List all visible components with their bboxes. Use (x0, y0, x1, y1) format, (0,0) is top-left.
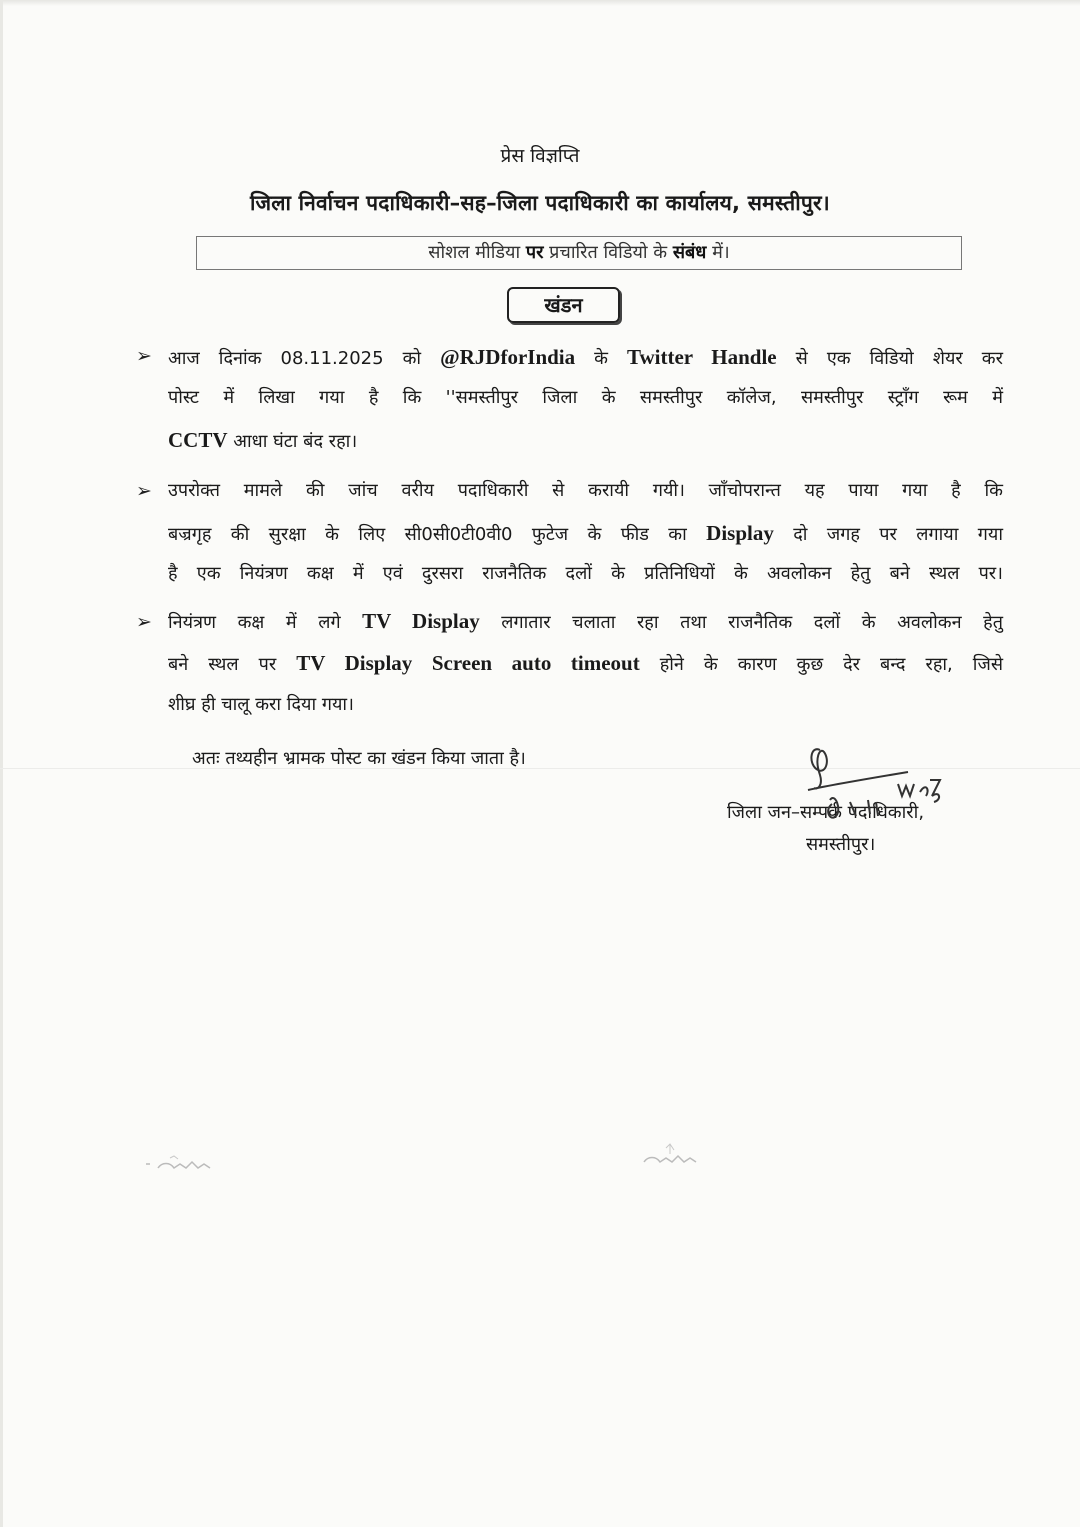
scan-left-edge (0, 0, 3, 1527)
subject-box (196, 236, 962, 270)
text: उपरोक्त मामले की जांच वरीय पदाधिकारी से करायी गयी। जाँचोपरान्त यह पाया गया है कि (168, 480, 1003, 501)
point-2-line-3 (168, 557, 1003, 591)
text: दो जगह पर लगाया गया (773, 524, 1003, 545)
text: बज्रगृह की सुरक्षा के लिए सी0सी0टी0वी0 फुटेज के फीड का (168, 524, 707, 545)
subject-text-5: में। (706, 242, 730, 263)
point-2-line-1 (168, 474, 1003, 508)
faded-stamp (630, 1140, 710, 1176)
subject-text-2: पर (525, 242, 544, 263)
signatory-place: समस्तीपुर। (806, 834, 876, 855)
text: पोस्ट में लिखा गया है कि ''समस्तीपुर जिला के समस्तीपुर कॉलेज, समस्तीपुर स्ट्राँग रूम में (168, 387, 1003, 408)
text: होने के कारण कुछ देर बन्द रहा, जिसे (639, 654, 1003, 675)
bold-term: Twitter Handle (627, 345, 777, 369)
bold-term: TV Display (362, 609, 480, 633)
point-1-line-2 (168, 381, 1003, 415)
text: है एक नियंत्रण कक्ष में एवं दुरसरा राजनैतिक दलों के प्रतिनिधियों के अवलोकन हेतु बने स्थल पर। (168, 563, 1003, 584)
point-1-line-3 (168, 423, 1003, 457)
office-name: जिला निर्वाचन पदाधिकारी–सह–जिला पदाधिकारी का कार्यालय, समस्तीपुर। (250, 191, 830, 215)
signatory-designation: जिला जन–सम्पर्क पदाधिकारी, (727, 802, 925, 823)
rebuttal-heading: खंडन (507, 287, 620, 323)
text: से एक विडियो शेयर कर (776, 348, 1003, 369)
faded-stamp (140, 1150, 220, 1180)
bold-term: CCTV (168, 428, 228, 452)
text: के (575, 348, 628, 369)
bullet-arrow-icon: ➢ (136, 345, 152, 367)
bold-term: Display (706, 521, 774, 545)
subject-text-1: सोशल मीडिया (428, 242, 526, 263)
twitter-handle: @RJDforIndia (440, 345, 576, 369)
text: बने स्थल पर (168, 654, 297, 675)
point-3-line-3 (168, 688, 1003, 722)
bullet-arrow-icon: ➢ (136, 611, 152, 633)
scan-top-edge (0, 0, 1080, 6)
text: नियंत्रण कक्ष में लगे (168, 612, 363, 633)
point-3-line-1 (168, 604, 1003, 638)
point-3-line-2 (168, 646, 1003, 680)
bullet-arrow-icon: ➢ (136, 480, 152, 502)
text: आधा घंटा बंद रहा। (227, 431, 358, 452)
bold-term: TV Display Screen auto timeout (296, 651, 640, 675)
conclusion-text: अतः तथ्यहीन भ्रामक पोस्ट का खंडन किया जाता है। (192, 748, 526, 769)
subject-text-4: संबंध (672, 242, 707, 263)
document-title: प्रेस विज्ञप्ति (500, 145, 580, 167)
text: आज दिनांक 08.11.2025 को (168, 348, 441, 369)
subject-text-3: प्रचारित विडियो के (543, 242, 673, 263)
text: लगातार चलाता रहा तथा राजनैतिक दलों के अवलोकन हेतु (479, 612, 1003, 633)
point-2-line-2 (168, 516, 1003, 550)
handwritten-signature (790, 730, 970, 840)
text: शीघ्र ही चालू करा दिया गया। (168, 694, 354, 715)
point-1-line-1 (168, 340, 1003, 374)
